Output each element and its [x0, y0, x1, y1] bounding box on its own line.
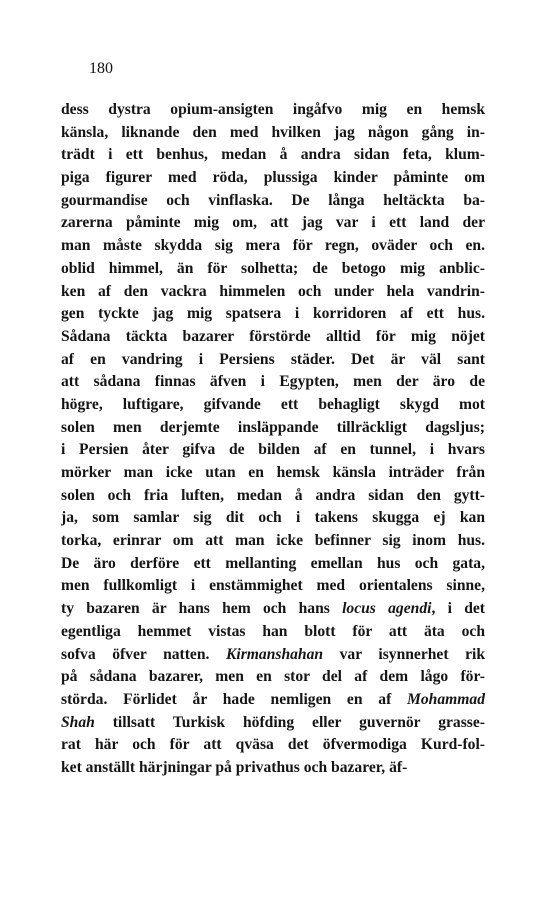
text-segment: piga figurer med röda, plussiga kinder påminte om	[61, 169, 485, 187]
text-line	[61, 666, 485, 689]
text-line	[61, 485, 485, 508]
text-segment: Sådana täckta bazarer förstörde alltid för mig nöjet	[61, 327, 485, 345]
text-segment: De äro derföre ett mellanting emellan hus och gata,	[61, 554, 485, 572]
text-line	[61, 99, 485, 122]
text-segment: tillsatt Turkisk höfding eller guvernör grasse-	[94, 713, 485, 731]
text-line	[61, 621, 485, 644]
text-line	[61, 757, 485, 780]
text-segment: af en vandring i Persiens städer. Det är väl sant	[61, 350, 485, 368]
text-line	[61, 644, 485, 667]
text-segment: , i det	[431, 600, 485, 618]
text-segment: zarerna påminte mig om, att jag var i ett land der	[61, 214, 485, 232]
text-line	[61, 326, 485, 349]
text-line	[61, 281, 485, 304]
text-segment: rat här och för att qväsa det öfvermodiga Kurd-fol-	[61, 736, 485, 754]
page-number: 180	[89, 60, 113, 77]
text-line	[61, 689, 485, 712]
text-line	[61, 167, 485, 190]
text-segment: mörker man icke utan en hemsk känsla inträder från	[61, 464, 485, 481]
text-line	[61, 462, 485, 485]
text-line	[61, 734, 485, 757]
text-segment: egentliga hemmet vistas han blott för att äta och	[61, 622, 485, 640]
text-segment: sofva öfver natten.	[61, 645, 226, 663]
text-line	[61, 190, 485, 213]
italic-text: Shah	[61, 713, 95, 731]
italic-text: Mohammad	[407, 690, 485, 708]
text-line	[61, 575, 485, 598]
text-segment: ja, som samlar sig dit och i takens skugga ej kan	[61, 509, 485, 527]
text-segment: solen men derjemte insläppande tillräckligt dagsljus;	[61, 418, 485, 436]
text-line	[61, 303, 485, 326]
text-segment: i Persien åter gifva de bilden af en tunnel, i hvars	[61, 441, 485, 459]
text-segment: gourmandise och vinflaska. De långa heltäckta ba-	[61, 191, 485, 209]
text-line	[61, 598, 485, 621]
text-line	[61, 235, 485, 258]
text-segment: man måste skydda sig mera för regn, oväder och en.	[61, 237, 485, 255]
text-segment: på sådana bazarer, men en stor del af dem lågo för-	[61, 668, 485, 686]
text-line	[61, 258, 485, 281]
italic-text: locus agendi	[342, 600, 432, 618]
text-line	[61, 394, 485, 417]
text-segment: var isynnerhet rik	[323, 645, 485, 663]
italic-text: Kirmanshahan	[225, 645, 324, 663]
text-segment: störda. Förlidet år hade nemligen en af	[61, 690, 408, 708]
text-line	[61, 530, 485, 553]
text-line	[61, 417, 485, 440]
text-line	[61, 349, 485, 372]
text-line	[61, 371, 485, 394]
text-line	[61, 122, 485, 145]
text-segment: torka, erinrar om att man icke befinner sig inom hus.	[61, 532, 485, 550]
text-segment: dess dystra opium-ansigten ingåfvo mig en hemsk	[61, 101, 485, 118]
text-line	[61, 507, 485, 530]
text-line	[61, 553, 485, 576]
text-segment: ken af den vackra himmelen och under hela vandrin-	[61, 282, 485, 300]
text-segment: solen och fria luften, medan å andra sidan den gytt-	[61, 486, 485, 504]
text-segment: att sådana finnas äfven i Egypten, men der äro de	[61, 373, 485, 391]
text-segment: men fullkomligt i enstämmighet med orientalens sinne,	[61, 577, 485, 595]
text-segment: oblid himmel, än för solhetta; de betogo mig anblic-	[61, 259, 485, 277]
body-text	[61, 99, 485, 780]
text-segment: känsla, liknande den med hvilken jag någon gång in-	[61, 123, 485, 141]
text-segment: ket anställt härjningar på privathus och bazarer, äf-	[61, 758, 408, 776]
text-segment: ty bazaren är hans hem och hans	[61, 600, 343, 618]
text-line	[61, 144, 485, 167]
text-segment: högre, luftigare, gifvande ett behagligt skygd mot	[61, 395, 485, 413]
text-segment: gen tyckte jag mig spatsera i korridoren af ett hus.	[61, 305, 485, 323]
text-line	[61, 212, 485, 235]
text-line	[61, 439, 485, 462]
text-segment: trädt i ett benhus, medan å andra sidan feta, klum-	[61, 146, 485, 164]
text-line	[61, 712, 485, 735]
